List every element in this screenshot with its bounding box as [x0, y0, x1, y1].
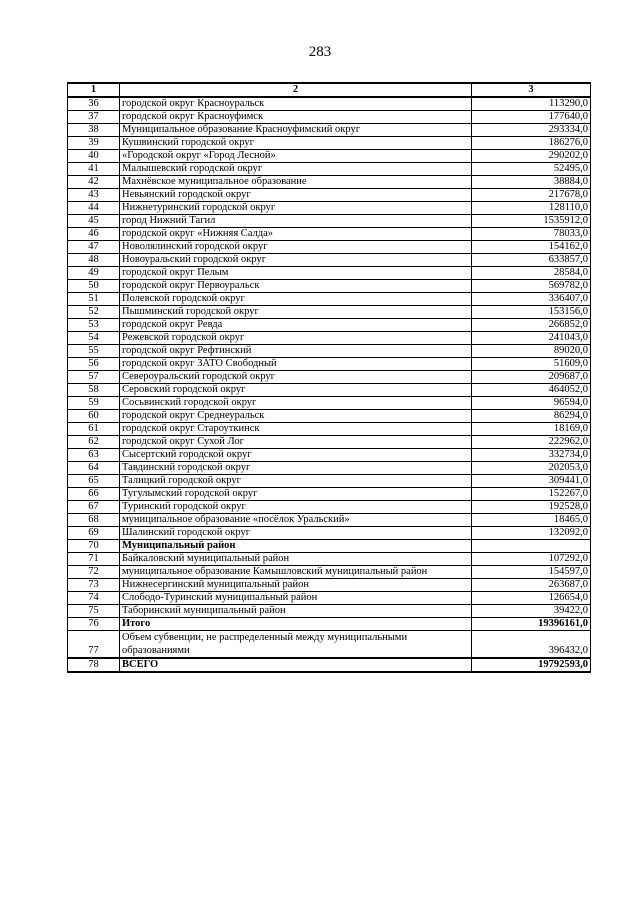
table-row [68, 488, 591, 501]
subsidy-amount: 152267,0 [472, 488, 591, 501]
table-row [68, 137, 591, 150]
table-row [68, 293, 591, 306]
municipality-name: городской округ Красноуральск [120, 97, 472, 111]
row-number: 68 [68, 514, 120, 527]
table-row [68, 150, 591, 163]
table-row [68, 189, 591, 202]
municipality-name: Сосьвинский городской округ [120, 397, 472, 410]
row-number: 48 [68, 254, 120, 267]
subsidy-amount: 18465,0 [472, 514, 591, 527]
table-row [68, 449, 591, 462]
municipality-name: Объем субвенции, не распределенный между муниципальными образованиями [120, 631, 472, 659]
row-number: 61 [68, 423, 120, 436]
municipality-name: городской округ Пелым [120, 267, 472, 280]
row-number: 38 [68, 124, 120, 137]
subsidy-amount: 209687,0 [472, 371, 591, 384]
municipality-name: Кушвинский городской округ [120, 137, 472, 150]
subsidy-amount: 202053,0 [472, 462, 591, 475]
subsidy-amount: 153156,0 [472, 306, 591, 319]
row-number: 50 [68, 280, 120, 293]
subsidy-amount: 464052,0 [472, 384, 591, 397]
table-row [68, 514, 591, 527]
municipality-name: городской округ Первоуральск [120, 280, 472, 293]
row-number: 45 [68, 215, 120, 228]
row-number: 70 [68, 540, 120, 553]
subsidy-amount: 192528,0 [472, 501, 591, 514]
table-row [68, 579, 591, 592]
subsidy-amount: 186276,0 [472, 137, 591, 150]
table-row [68, 592, 591, 605]
municipality-name: Североуральский городской округ [120, 371, 472, 384]
table-row [68, 553, 591, 566]
municipality-name: Муниципальное образование Красноуфимский округ [120, 124, 472, 137]
table-row [68, 397, 591, 410]
table-body [68, 97, 591, 672]
subsidy-amount: 241043,0 [472, 332, 591, 345]
subsidy-amount: 332734,0 [472, 449, 591, 462]
table-row [68, 202, 591, 215]
table-row [68, 658, 591, 672]
row-number: 47 [68, 241, 120, 254]
row-number: 37 [68, 111, 120, 124]
municipality-name: городской округ «Нижняя Салда» [120, 228, 472, 241]
subsidy-amount: 86294,0 [472, 410, 591, 423]
municipality-name: муниципальное образование «посёлок Уральский» [120, 514, 472, 527]
subsidy-amount: 89020,0 [472, 345, 591, 358]
municipality-name: Нижнетуринский городской округ [120, 202, 472, 215]
municipality-name: Талицкий городской округ [120, 475, 472, 488]
row-number: 74 [68, 592, 120, 605]
row-number: 51 [68, 293, 120, 306]
subsidy-amount: 78033,0 [472, 228, 591, 241]
row-number: 54 [68, 332, 120, 345]
table-row [68, 527, 591, 540]
municipality-name: Туринский городской округ [120, 501, 472, 514]
table-row [68, 436, 591, 449]
row-number: 58 [68, 384, 120, 397]
subsidy-amount: 113290,0 [472, 97, 591, 111]
row-number: 42 [68, 176, 120, 189]
table-row [68, 267, 591, 280]
subsidy-amount: 51609,0 [472, 358, 591, 371]
subsidy-amount: 38884,0 [472, 176, 591, 189]
subsidy-amount: 293334,0 [472, 124, 591, 137]
row-number: 62 [68, 436, 120, 449]
subsidy-amount: 154162,0 [472, 241, 591, 254]
row-number: 77 [68, 631, 120, 659]
subsidy-amount: 132092,0 [472, 527, 591, 540]
municipality-name: Серовский городской округ [120, 384, 472, 397]
table-row [68, 228, 591, 241]
row-number: 65 [68, 475, 120, 488]
table-row [68, 241, 591, 254]
municipality-name: Нижнесергинский муниципальный район [120, 579, 472, 592]
row-number: 56 [68, 358, 120, 371]
table-row [68, 306, 591, 319]
table-row [68, 475, 591, 488]
table-row [68, 319, 591, 332]
row-number: 67 [68, 501, 120, 514]
page-number: 283 [308, 44, 332, 60]
table-row [68, 111, 591, 124]
subsidy-amount: 633857,0 [472, 254, 591, 267]
subsidy-amount: 39422,0 [472, 605, 591, 618]
table-row [68, 332, 591, 345]
municipality-name: город Нижний Тагил [120, 215, 472, 228]
column-header-value: 3 [472, 83, 591, 97]
subsidy-amount: 19396161,0 [472, 618, 591, 631]
subsidy-amount: 1535912,0 [472, 215, 591, 228]
row-number: 49 [68, 267, 120, 280]
subsidy-amount: 336407,0 [472, 293, 591, 306]
municipality-name: Малышевский городской округ [120, 163, 472, 176]
row-number: 71 [68, 553, 120, 566]
table-row [68, 540, 591, 553]
row-number: 64 [68, 462, 120, 475]
table-row [68, 631, 591, 659]
municipality-name: «Городской округ «Город Лесной» [120, 150, 472, 163]
municipality-name: Шалинский городской округ [120, 527, 472, 540]
subsidy-amount: 266852,0 [472, 319, 591, 332]
municipality-name: городской округ Среднеуральск [120, 410, 472, 423]
subsidy-amount: 217678,0 [472, 189, 591, 202]
subsidy-amount: 263687,0 [472, 579, 591, 592]
subsidy-amount: 309441,0 [472, 475, 591, 488]
row-number: 69 [68, 527, 120, 540]
municipality-name: Таборинский муниципальный район [120, 605, 472, 618]
row-number: 43 [68, 189, 120, 202]
row-number: 57 [68, 371, 120, 384]
subsidy-amount: 126654,0 [472, 592, 591, 605]
subsidy-amount [472, 540, 591, 553]
subsidy-amount: 19792593,0 [472, 658, 591, 672]
municipality-name: Новолялинский городской округ [120, 241, 472, 254]
municipality-name: Слободо-Туринский муниципальный район [120, 592, 472, 605]
column-header-name: 2 [120, 83, 472, 97]
municipality-name: ВСЕГО [120, 658, 472, 672]
subsidy-amount: 18169,0 [472, 423, 591, 436]
municipality-name: Махнёвское муниципальное образование [120, 176, 472, 189]
table-row [68, 384, 591, 397]
table-row [68, 410, 591, 423]
municipality-name: Сысертский городской округ [120, 449, 472, 462]
row-number: 78 [68, 658, 120, 672]
row-number: 41 [68, 163, 120, 176]
subsidy-amount: 290202,0 [472, 150, 591, 163]
row-number: 63 [68, 449, 120, 462]
municipality-name: Итого [120, 618, 472, 631]
column-header-number: 1 [68, 83, 120, 97]
municipality-name: Муниципальный район [120, 540, 472, 553]
table-row [68, 618, 591, 631]
municipality-name: Полевской городской округ [120, 293, 472, 306]
table-row [68, 254, 591, 267]
row-number: 75 [68, 605, 120, 618]
row-number: 46 [68, 228, 120, 241]
subsidy-amount: 128110,0 [472, 202, 591, 215]
row-number: 52 [68, 306, 120, 319]
table-row [68, 215, 591, 228]
row-number: 44 [68, 202, 120, 215]
row-number: 76 [68, 618, 120, 631]
table-row [68, 566, 591, 579]
subsidy-amount: 222962,0 [472, 436, 591, 449]
row-number: 39 [68, 137, 120, 150]
subsidy-table [67, 82, 591, 673]
table-row [68, 358, 591, 371]
subsidy-amount: 28584,0 [472, 267, 591, 280]
row-number: 73 [68, 579, 120, 592]
municipality-name: городской округ Рефтинский [120, 345, 472, 358]
municipality-name: городской округ Ревда [120, 319, 472, 332]
table-row [68, 605, 591, 618]
subsidy-amount: 107292,0 [472, 553, 591, 566]
municipality-name: городской округ Сухой Лог [120, 436, 472, 449]
row-number: 72 [68, 566, 120, 579]
subsidy-amount: 96594,0 [472, 397, 591, 410]
subsidy-amount: 396432,0 [472, 631, 591, 659]
subsidy-amount: 52495,0 [472, 163, 591, 176]
subsidy-amount: 569782,0 [472, 280, 591, 293]
subsidy-amount: 177640,0 [472, 111, 591, 124]
table-row [68, 462, 591, 475]
table-row [68, 176, 591, 189]
table-row [68, 124, 591, 137]
row-number: 66 [68, 488, 120, 501]
table-row [68, 97, 591, 111]
row-number: 55 [68, 345, 120, 358]
table-row [68, 345, 591, 358]
municipality-name: Невьянский городской округ [120, 189, 472, 202]
subsidy-amount: 154597,0 [472, 566, 591, 579]
row-number: 36 [68, 97, 120, 111]
table-row [68, 423, 591, 436]
municipality-name: Пышминский городской округ [120, 306, 472, 319]
table-row [68, 371, 591, 384]
municipality-name: Тавдинский городской округ [120, 462, 472, 475]
municipality-name: Режевской городской округ [120, 332, 472, 345]
municipality-name: городской округ ЗАТО Свободный [120, 358, 472, 371]
table-row [68, 501, 591, 514]
municipality-name: городской округ Староуткинск [120, 423, 472, 436]
row-number: 40 [68, 150, 120, 163]
municipality-name: Байкаловский муниципальный район [120, 553, 472, 566]
table-header-row [68, 83, 591, 97]
municipality-name: Тугулымский городской округ [120, 488, 472, 501]
municipality-name: Новоуральский городской округ [120, 254, 472, 267]
row-number: 53 [68, 319, 120, 332]
row-number: 59 [68, 397, 120, 410]
table-row [68, 163, 591, 176]
municipality-name: муниципальное образование Камышловский муниципальный район [120, 566, 472, 579]
table-row [68, 280, 591, 293]
municipality-name: городской округ Красноуфимск [120, 111, 472, 124]
row-number: 60 [68, 410, 120, 423]
